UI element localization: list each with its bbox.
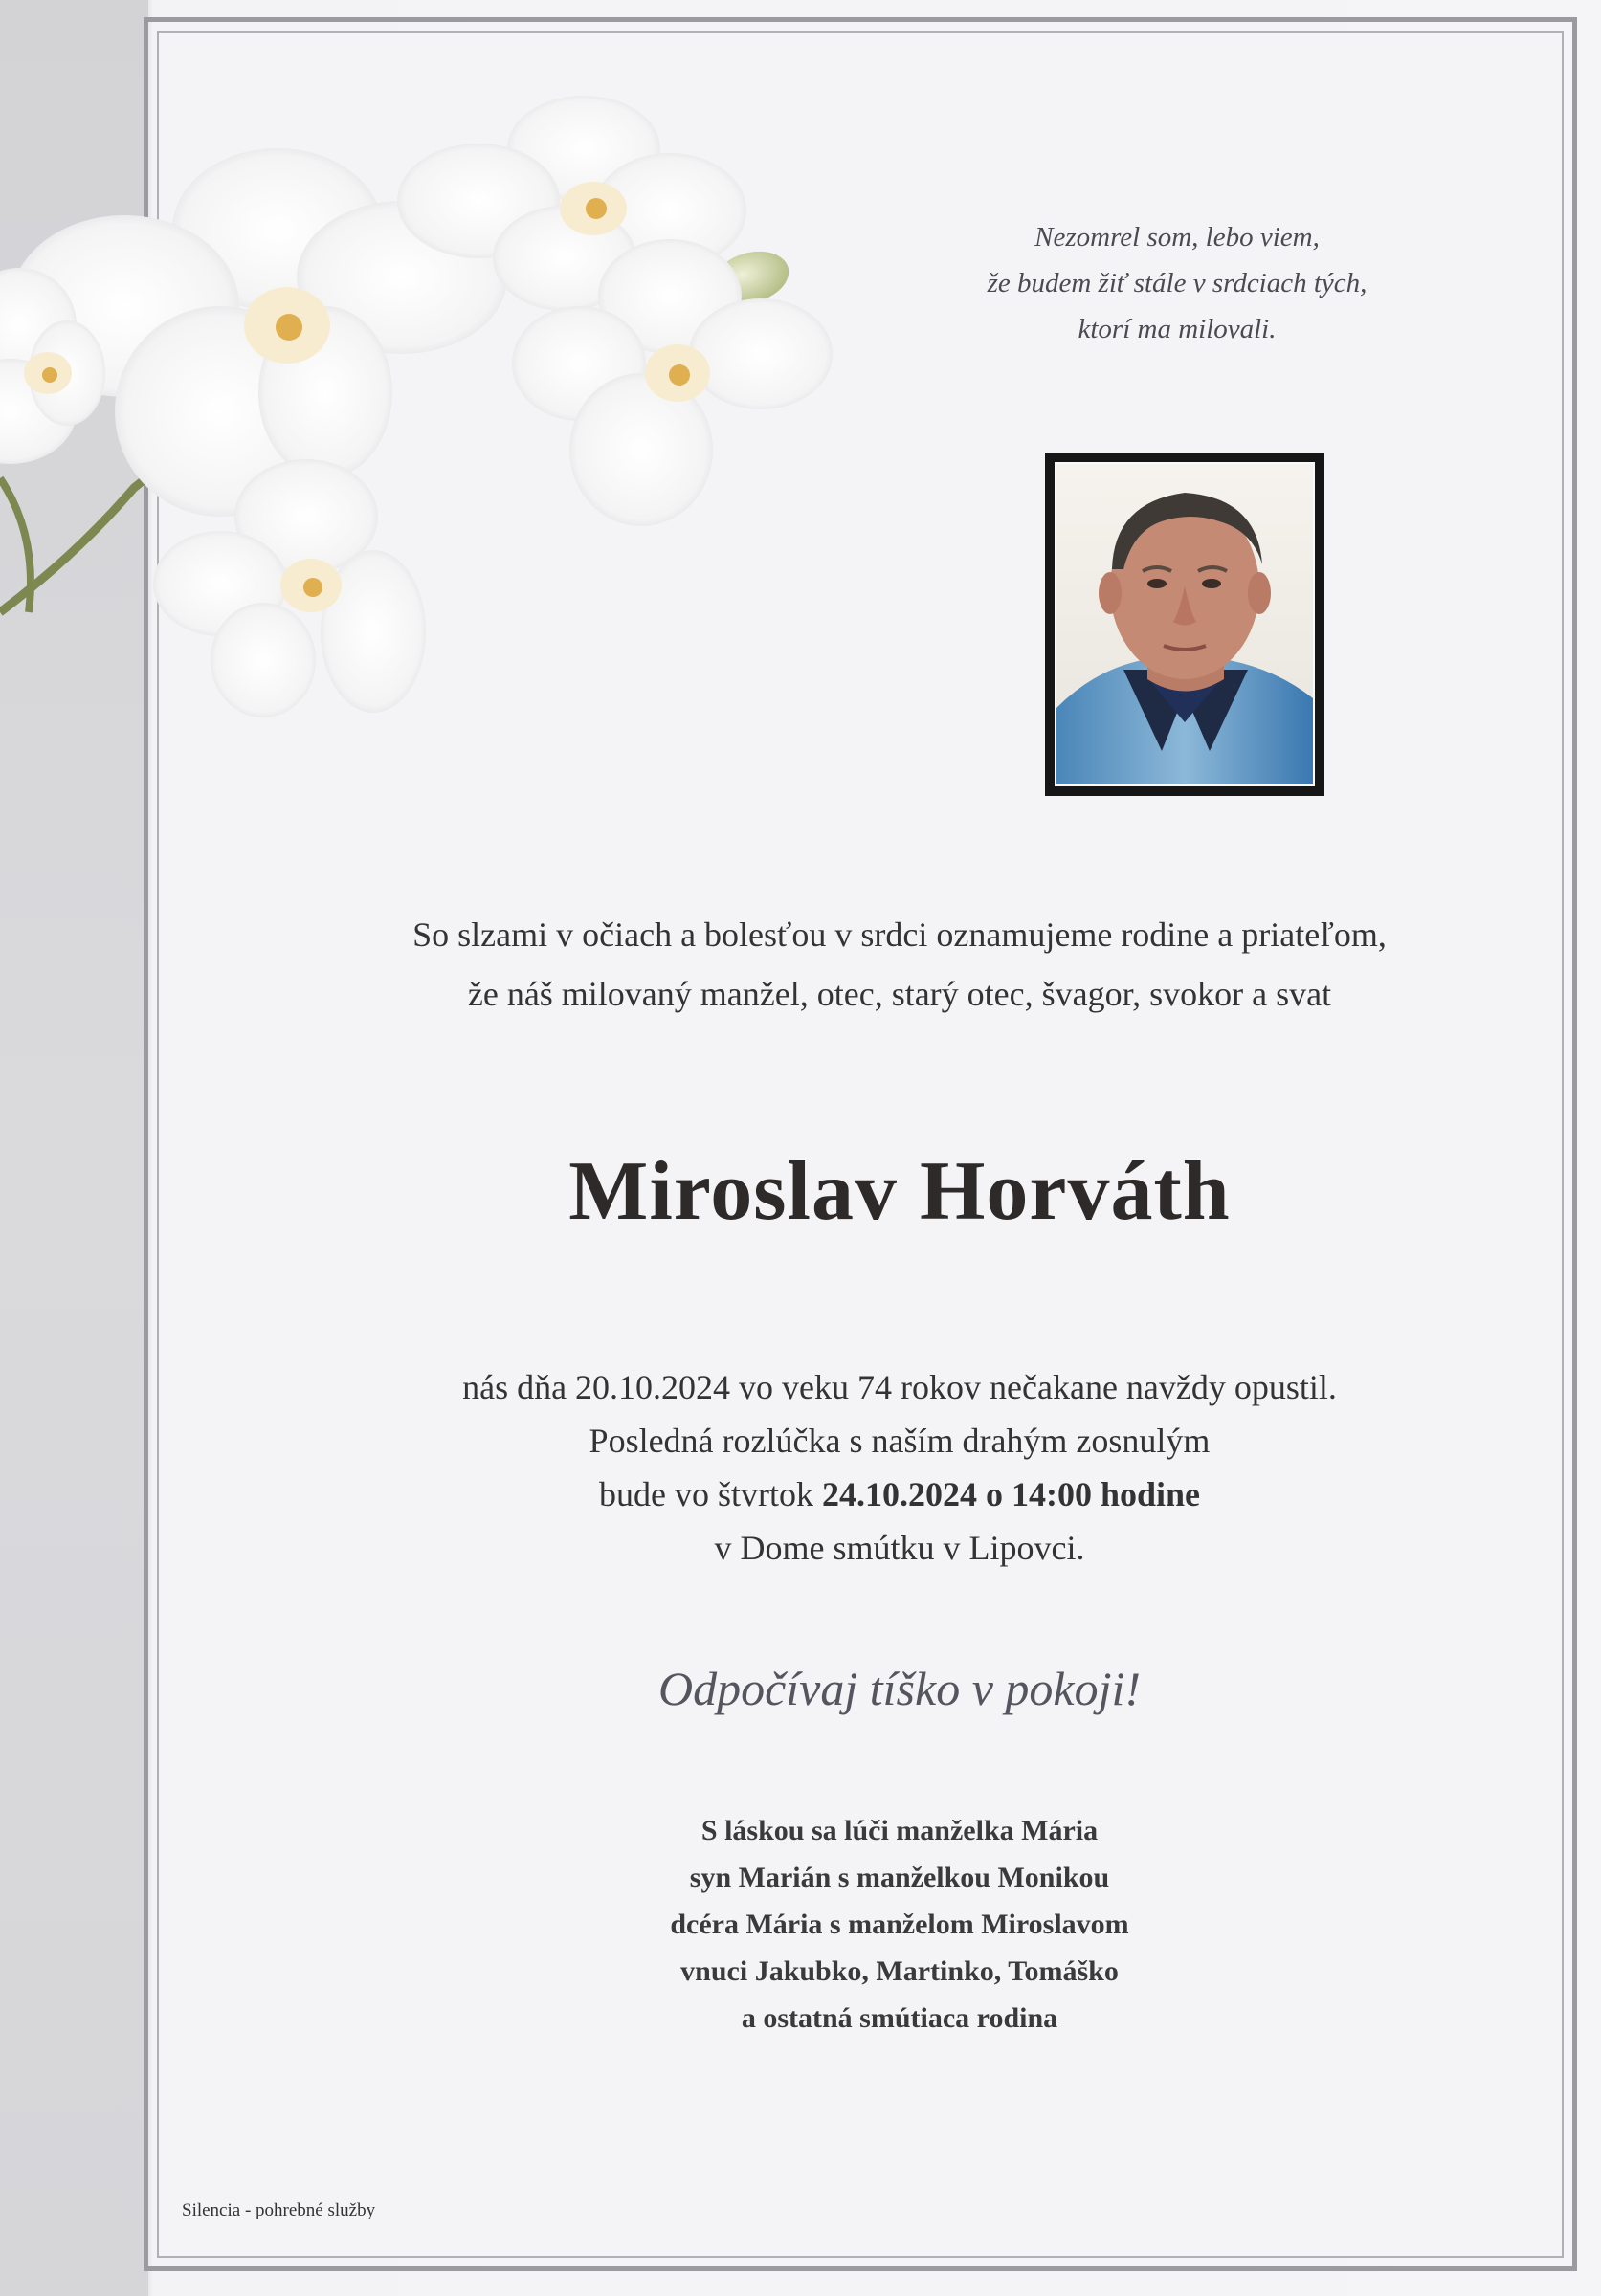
funeral-service-credit: Silencia - pohrebné služby [182,2200,376,2220]
details-line [287,1468,1512,1521]
orchid-flowers-illustration [0,77,861,746]
deceased-name: Miroslav Horváth [568,1145,1231,1238]
family-line: a ostatná smútiaca rodina [741,2002,1058,2034]
details-line: Posledná rozlúčka s naším drahým zosnulým [589,1422,1211,1460]
family-line: vnuci Jakubko, Martinko, Tomáško [680,1955,1119,1987]
details-line: nás dňa 20.10.2024 vo veku 74 rokov nečakane navždy opustil. [462,1368,1337,1406]
family-line: syn Marián s manželkou Monikou [689,1862,1110,1893]
details-line: v Dome smútku v Lipovci. [714,1529,1085,1567]
family-line: dcéra Mária s manželom Miroslavom [670,1909,1129,1940]
funeral-details [287,1360,1512,1575]
memorial-quote [919,214,1435,352]
announcement-line: So slzami v očiach a bolesťou v srdci oznamujeme rodine a priateľom, [412,916,1387,954]
portrait-photo [1056,464,1313,784]
family-line: S láskou sa lúči manželka Mária [700,1815,1099,1846]
details-day: bude vo štvrtok [598,1475,813,1513]
portrait-photo-frame [1045,453,1324,796]
rest-in-peace-text: Odpočívaj tíško v pokoji! [657,1662,1142,1715]
funeral-datetime: 24.10.2024 o 14:00 hodine [821,1475,1201,1513]
quote-line: ktorí ma milovali. [1078,314,1277,344]
mourning-family-list [287,1807,1512,2042]
announcement-text [287,905,1512,1024]
announcement-line: že náš milovaný manžel, otec, starý otec, švagor, svokor a svat [467,975,1332,1013]
quote-line: Nezomrel som, lebo viem, [1034,222,1320,253]
portrait-photo-mat [1055,462,1315,786]
quote-line: že budem žiť stále v srdciach tých, [987,268,1368,298]
